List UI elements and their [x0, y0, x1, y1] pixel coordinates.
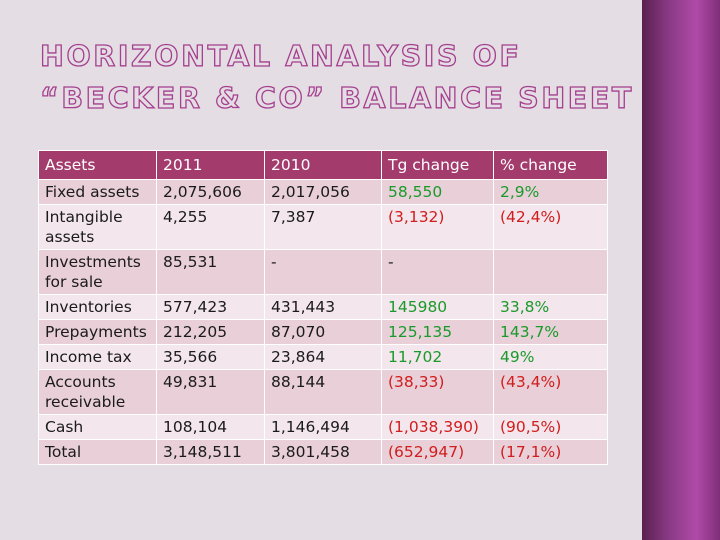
value-2010: 23,864	[265, 345, 382, 370]
table-header-row	[39, 151, 608, 180]
row-label: Intangible assets	[39, 205, 157, 250]
value-2011: 577,423	[157, 295, 265, 320]
value-2011: 4,255	[157, 205, 265, 250]
row-label: Inventories	[39, 295, 157, 320]
row-label: Total	[39, 440, 157, 465]
table-row	[39, 440, 608, 465]
value-pct-change: (17,1%)	[494, 440, 608, 465]
table-row	[39, 320, 608, 345]
table-row	[39, 345, 608, 370]
slide-title	[40, 36, 640, 120]
table-row	[39, 205, 608, 250]
row-label: Prepayments	[39, 320, 157, 345]
value-2010: 431,443	[265, 295, 382, 320]
value-2011: 212,205	[157, 320, 265, 345]
row-label: Income tax	[39, 345, 157, 370]
value-2011: 35,566	[157, 345, 265, 370]
value-pct-change: (90,5%)	[494, 415, 608, 440]
value-tg-change: (652,947)	[382, 440, 494, 465]
table-row	[39, 180, 608, 205]
table-row	[39, 250, 608, 295]
decorative-side-stripe	[642, 0, 720, 540]
header-2010: 2010	[265, 151, 382, 180]
table-body	[39, 180, 608, 465]
value-2010: 3,801,458	[265, 440, 382, 465]
value-pct-change	[494, 250, 608, 295]
row-label: Accounts receivable	[39, 370, 157, 415]
value-tg-change: 125,135	[382, 320, 494, 345]
value-2010: 88,144	[265, 370, 382, 415]
table-row	[39, 370, 608, 415]
value-pct-change: (43,4%)	[494, 370, 608, 415]
value-2011: 2,075,606	[157, 180, 265, 205]
value-2010: 2,017,056	[265, 180, 382, 205]
table-row	[39, 415, 608, 440]
value-tg-change: -	[382, 250, 494, 295]
value-2011: 85,531	[157, 250, 265, 295]
value-tg-change: (38,33)	[382, 370, 494, 415]
value-2010: 7,387	[265, 205, 382, 250]
value-pct-change: 49%	[494, 345, 608, 370]
slide-title-line-2: “BECKER & CO” BALANCE SHEET	[40, 82, 634, 115]
value-2011: 3,148,511	[157, 440, 265, 465]
value-pct-change: 143,7%	[494, 320, 608, 345]
header-pct-change: % change	[494, 151, 608, 180]
value-2010: 1,146,494	[265, 415, 382, 440]
row-label: Investments for sale	[39, 250, 157, 295]
balance-sheet-table	[38, 150, 608, 465]
header-assets: Assets	[39, 151, 157, 180]
row-label: Fixed assets	[39, 180, 157, 205]
table-row	[39, 295, 608, 320]
value-pct-change: 2,9%	[494, 180, 608, 205]
value-2011: 108,104	[157, 415, 265, 440]
value-tg-change: (3,132)	[382, 205, 494, 250]
header-2011: 2011	[157, 151, 265, 180]
value-tg-change: (1,038,390)	[382, 415, 494, 440]
value-pct-change: (42,4%)	[494, 205, 608, 250]
value-2011: 49,831	[157, 370, 265, 415]
value-2010: -	[265, 250, 382, 295]
value-2010: 87,070	[265, 320, 382, 345]
value-tg-change: 145980	[382, 295, 494, 320]
header-tg-change: Tg change	[382, 151, 494, 180]
value-tg-change: 11,702	[382, 345, 494, 370]
value-pct-change: 33,8%	[494, 295, 608, 320]
slide-title-line-1: HORIZONTAL ANALYSIS OF	[40, 40, 522, 73]
value-tg-change: 58,550	[382, 180, 494, 205]
row-label: Cash	[39, 415, 157, 440]
